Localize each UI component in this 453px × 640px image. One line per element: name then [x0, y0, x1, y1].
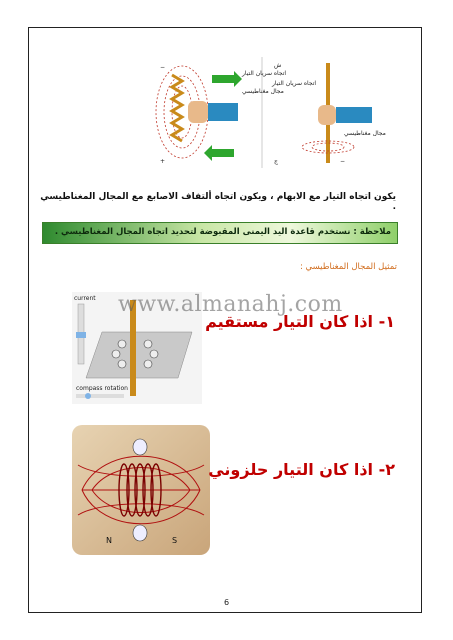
right-hand-rule-figure — [150, 55, 386, 170]
heading-straight-current: ١- اذا كان التيار مستقيم — [205, 312, 395, 331]
section-heading: تمثيل المجال المغناطيسي : — [299, 262, 397, 272]
note-text: ملاحظة : نستخدم قاعدة اليد اليمنى المقبوضة لتحديد اتجاه المجال المغناطيسي . — [54, 227, 391, 237]
page-number: 6 — [223, 598, 230, 607]
label-pole-top: ش — [274, 62, 282, 69]
pole-right-label: S — [172, 536, 178, 545]
label-current-right: اتجاه سريان التيار — [272, 80, 317, 87]
panel-title: current — [74, 295, 96, 302]
solenoid-field-figure — [72, 425, 210, 555]
heading-coil-current: ٢- اذا كان التيار حلزوني — [208, 460, 395, 479]
label-field-left: مجال مغناطيسي — [242, 88, 284, 95]
label-current-left: اتجاه سريان التيار — [242, 70, 287, 77]
svg-text:+: + — [160, 158, 166, 165]
watermark: www.almanahj.com — [118, 292, 343, 317]
label-pole-bottom: ج — [274, 158, 278, 165]
svg-text:−: − — [160, 64, 166, 71]
svg-text:−: − — [340, 158, 346, 165]
rule-caption: يكون اتجاه التيار مع الابهام ، ويكون اتجاه ألتفاف الاصابع مع المجال المغناطيسي . — [40, 192, 396, 212]
pole-left-label: N — [106, 536, 112, 545]
note-banner — [42, 222, 398, 244]
compass-label: compass rotation — [76, 385, 128, 392]
label-field-right: مجال مغناطيسي — [344, 130, 386, 137]
